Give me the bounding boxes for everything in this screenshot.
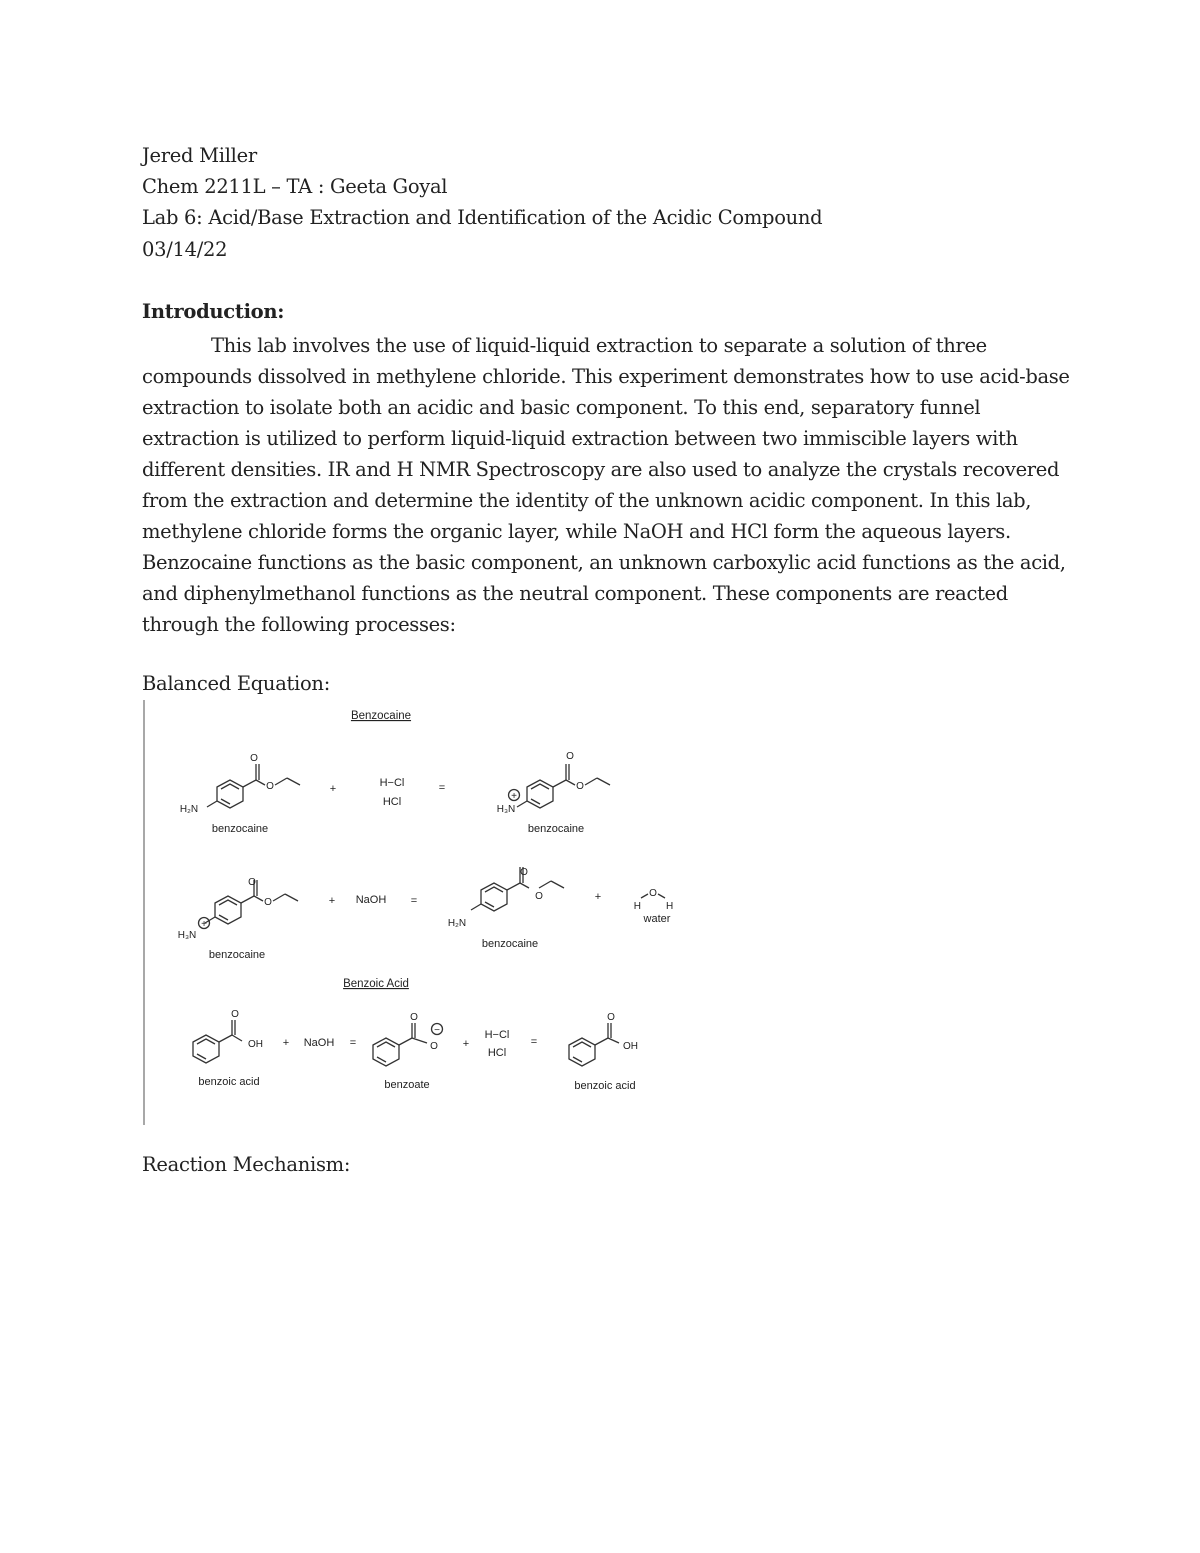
equals-sign: = — [530, 1036, 538, 1048]
oxygen-label: O — [430, 1041, 438, 1052]
hcl-label: HCl — [382, 796, 402, 808]
intro-line: extraction to isolate both an acidic and basic component. To this end, separatory funnel — [142, 396, 981, 419]
amine-label: H₂N — [179, 804, 199, 815]
lab-title: Lab 6: Acid/Base Extraction and Identification of the Acidic Compound — [142, 206, 823, 229]
oxygen-label: O — [264, 897, 272, 908]
oxygen-label: O — [576, 781, 584, 792]
amine-label: H₂N — [447, 918, 467, 929]
intro-line: This lab involves the use of liquid-liquid extraction to separate a solution of three — [211, 334, 987, 357]
hcl-structure-label: H−Cl — [379, 777, 405, 789]
benzoic-acid-product-label: benzoic acid — [574, 1080, 636, 1092]
intro-line: extraction is utilized to perform liquid-liquid extraction between two immiscible layers with — [142, 427, 1018, 450]
benzocaine-section-title: Benzocaine — [350, 710, 412, 722]
intro-line: through the following processes: — [142, 613, 456, 636]
plus-sign: + — [328, 895, 336, 907]
intro-line: from the extraction and determine the identity of the unknown acidic component. In this lab, — [142, 489, 1032, 512]
water-label: water — [643, 913, 671, 925]
hydroxyl-label: OH — [248, 1039, 263, 1050]
equals-sign: = — [349, 1037, 357, 1049]
plus-sign: + — [594, 891, 602, 903]
hcl-structure-label: H−Cl — [484, 1029, 510, 1041]
oxygen-label: O — [535, 891, 543, 902]
oxygen-label: O — [520, 867, 528, 878]
intro-line: different densities. IR and H NMR Spectroscopy are also used to analyze the crystals recovered — [142, 458, 1060, 481]
oxygen-label: O — [607, 1012, 615, 1023]
balanced-equation-label: Balanced Equation: — [142, 672, 330, 695]
intro-line: compounds dissolved in methylene chloride. This experiment demonstrates how to use acid-base — [142, 365, 1070, 388]
course-info: Chem 2211L – TA : Geeta Goyal — [142, 175, 448, 198]
plus-sign: + — [329, 783, 337, 795]
hydrogen-label: H — [633, 901, 641, 912]
positive-charge-label: + — [201, 919, 207, 930]
reaction-scheme-figure — [143, 700, 745, 1125]
plus-sign: + — [282, 1037, 290, 1049]
hcl-label: HCl — [487, 1047, 507, 1059]
negative-charge-label: − — [434, 1025, 440, 1036]
equals-sign: = — [438, 782, 446, 794]
intro-line: methylene chloride forms the organic layer, while NaOH and HCl form the aqueous layers. — [142, 520, 1011, 543]
benzocaine-reactant-label: benzocaine — [211, 823, 269, 835]
benzocaine-reactant-label: benzocaine — [208, 949, 266, 961]
benzoate-label: benzoate — [384, 1079, 430, 1091]
equals-sign: = — [410, 895, 418, 907]
naoh-label: NaOH — [355, 894, 387, 906]
hydroxyl-label: OH — [623, 1041, 638, 1052]
intro-line: Benzocaine functions as the basic component, an unknown carboxylic acid functions as the acid, — [142, 551, 1066, 574]
benzocaine-product-label: benzocaine — [527, 823, 585, 835]
oxygen-label: O — [250, 753, 258, 764]
ammonium-label: H₃N — [496, 804, 516, 815]
benzocaine-product-label: benzocaine — [481, 938, 539, 950]
benzoic-acid-section-title: Benzoic Acid — [343, 978, 409, 990]
naoh-label: NaOH — [303, 1037, 335, 1049]
lab-date: 03/14/22 — [142, 238, 228, 261]
ammonium-label: H₃N — [177, 930, 197, 941]
introduction-paragraph — [142, 330, 1070, 640]
oxygen-label: O — [266, 781, 274, 792]
intro-line: and diphenylmethanol functions as the neutral component. These components are reacted — [142, 582, 1008, 605]
oxygen-label: O — [410, 1012, 418, 1023]
oxygen-label: O — [231, 1009, 239, 1020]
reaction-mechanism-label: Reaction Mechanism: — [142, 1153, 351, 1176]
water-oxygen-label: O — [649, 888, 657, 899]
oxygen-label: O — [248, 877, 256, 888]
benzoic-acid-reactant-label: benzoic acid — [198, 1076, 260, 1088]
introduction-heading: Introduction: — [142, 300, 285, 323]
hydrogen-label: H — [666, 901, 674, 912]
reaction-scheme-svg — [145, 700, 745, 1125]
positive-charge-label: + — [511, 791, 517, 802]
plus-sign: + — [462, 1038, 470, 1050]
author-name: Jered Miller — [142, 144, 257, 167]
oxygen-label: O — [566, 751, 574, 762]
